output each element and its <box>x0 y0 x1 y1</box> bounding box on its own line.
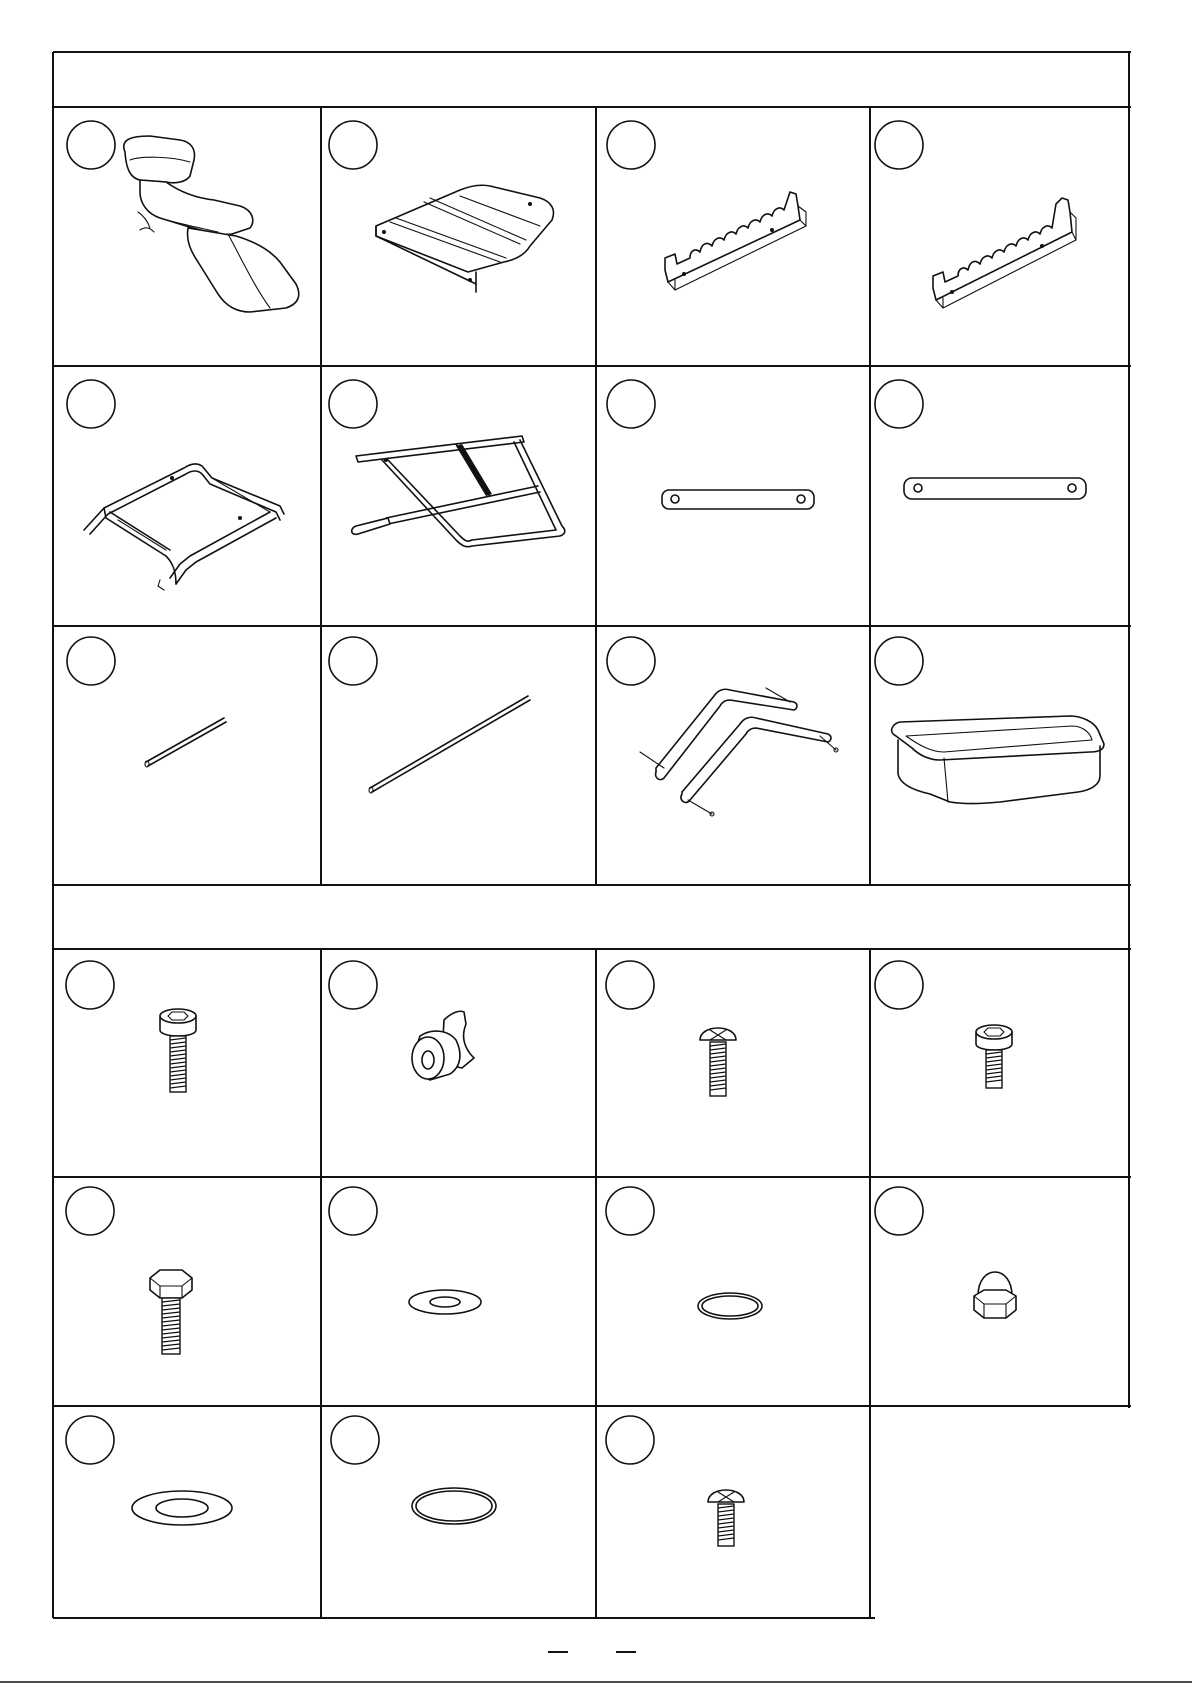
hardware-cell-11 <box>606 1416 744 1546</box>
backrest-frame-icon <box>352 436 565 547</box>
tray-icon <box>892 716 1104 804</box>
part-cell-7 <box>607 380 814 509</box>
hardware-cell-7 <box>606 1187 762 1319</box>
part-cell-11 <box>607 637 838 816</box>
phillips-screw-small-icon <box>708 1490 744 1546</box>
part-cell-10 <box>329 637 530 793</box>
part-number-circle <box>607 121 655 169</box>
part-cell-6 <box>329 380 565 547</box>
lounger-pad-icon <box>124 136 299 312</box>
part-number-circle <box>67 380 115 428</box>
hardware-cell-10 <box>331 1416 496 1524</box>
hardware-number-circle <box>606 1416 654 1464</box>
part-cell-9 <box>67 637 226 767</box>
hardware-cell-5 <box>66 1187 192 1354</box>
hardware-number-circle <box>329 1187 377 1235</box>
ratchet-rack-right-icon <box>933 198 1076 308</box>
base-frame-icon <box>84 464 284 590</box>
hardware-number-circle <box>875 961 923 1009</box>
hardware-cell-8 <box>875 1187 1016 1318</box>
short-rod-icon <box>145 718 226 767</box>
part-cell-4 <box>875 121 1076 308</box>
cap-nut-icon <box>974 1272 1016 1318</box>
hardware-number-circle <box>606 1187 654 1235</box>
bent-legs-icon <box>640 688 838 816</box>
phillips-screw-icon <box>700 1028 736 1096</box>
part-cell-8 <box>875 380 1086 499</box>
flat-washer-icon <box>409 1290 481 1314</box>
hardware-number-circle <box>329 961 377 1009</box>
hex-bolt-icon <box>150 1270 192 1354</box>
hardware-number-circle <box>66 1187 114 1235</box>
long-link-bar-icon <box>904 478 1086 499</box>
part-number-circle <box>875 121 923 169</box>
part-number-circle <box>329 637 377 685</box>
socket-bolt-long-icon <box>160 1009 196 1092</box>
hardware-number-circle <box>875 1187 923 1235</box>
hardware-cell-6 <box>329 1187 481 1314</box>
part-number-circle <box>875 637 923 685</box>
part-cell-12 <box>875 637 1104 804</box>
spring-ring-icon <box>698 1293 762 1319</box>
part-number-circle <box>329 380 377 428</box>
part-cell-5 <box>67 380 284 590</box>
ratchet-rack-left-icon <box>665 192 806 290</box>
part-number-circle <box>607 637 655 685</box>
part-number-circle <box>607 380 655 428</box>
long-rod-icon <box>369 696 530 793</box>
short-link-bar-icon <box>662 490 814 509</box>
seat-frame-icon <box>376 185 554 292</box>
hardware-number-circle <box>606 961 654 1009</box>
part-cell-3 <box>607 121 806 290</box>
socket-bolt-short-icon <box>976 1025 1012 1088</box>
part-number-circle <box>329 121 377 169</box>
hardware-cell-4 <box>875 961 1012 1088</box>
hardware-number-circle <box>66 1416 114 1464</box>
large-washer-icon <box>132 1491 232 1525</box>
hardware-number-circle <box>331 1416 379 1464</box>
hardware-cell-2 <box>329 961 474 1080</box>
part-cell-2 <box>329 121 554 292</box>
hardware-number-circle <box>66 961 114 1009</box>
spacer-bushing-icon <box>412 1011 474 1080</box>
part-cell-1 <box>67 121 299 312</box>
part-number-circle <box>67 637 115 685</box>
hardware-cell-3 <box>606 961 736 1096</box>
large-ring-icon <box>412 1488 496 1524</box>
part-number-circle <box>67 121 115 169</box>
hardware-cell-9 <box>66 1416 232 1525</box>
part-number-circle <box>875 380 923 428</box>
hardware-cell-1 <box>66 961 196 1092</box>
